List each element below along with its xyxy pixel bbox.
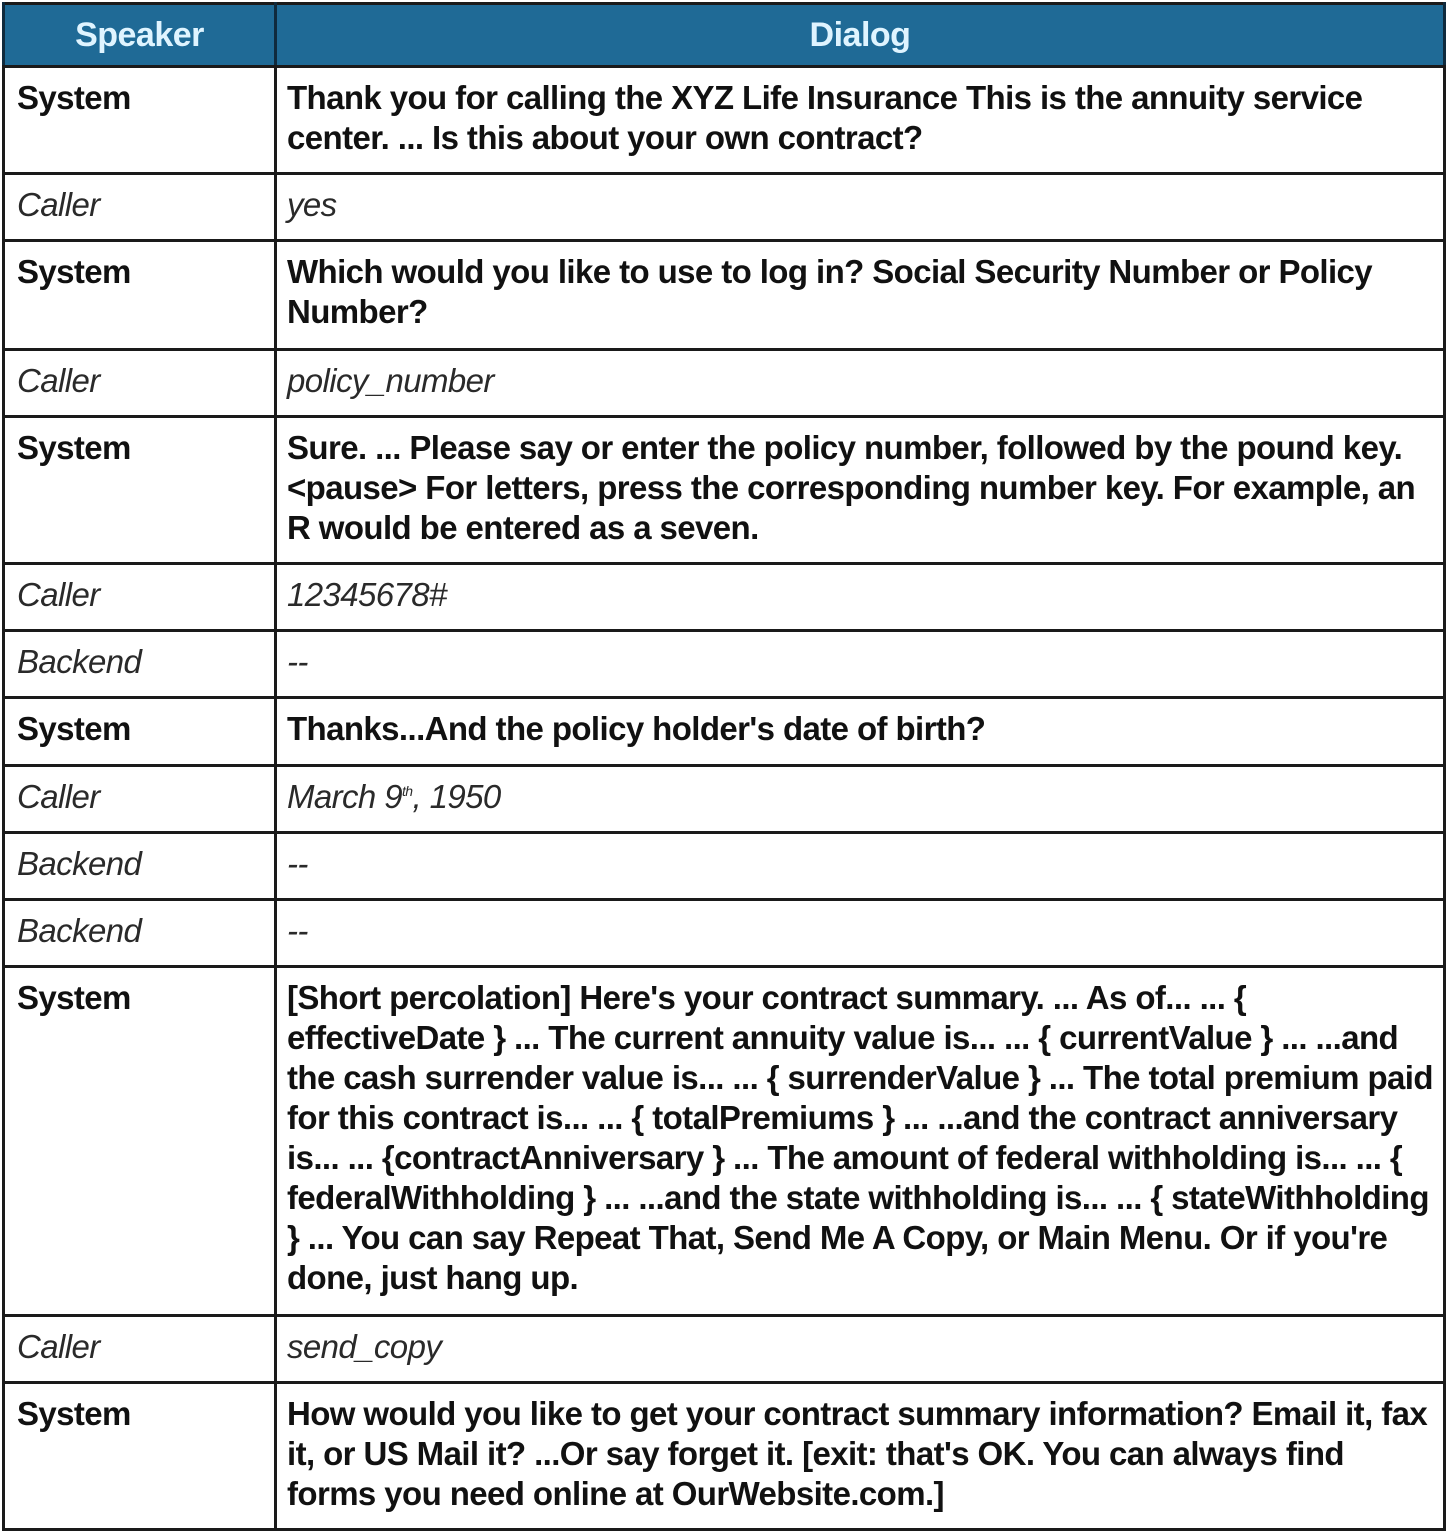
dialog-cell: [Short percolation] Here's your contract summary. ... As of... ... { effectiveDate } ... The current annuity value is... ... { currentValue } ... ...and the cash surrender value is... ... { surrenderValue } ... The total premium paid for this contract is... ... { totalPremiums } ... ...and the contract anniversary is... ... {contractAnniversary } ... The amount of federal withholding is... ... { federalWithholding } ... ...and the state withholding is... ... { stateWithholding } ... You can say Repeat That, Send Me A Copy, or Main Menu. Or if you're done, just hang up. [276, 967, 1445, 1316]
table-row [4, 67, 1445, 174]
dialog-cell: Thanks...And the policy holder's date of birth? [276, 698, 1445, 766]
speaker-cell: Caller [4, 564, 276, 631]
dialog-cell: yes [276, 174, 1445, 241]
table-row [4, 766, 1445, 833]
dialog-script-table [2, 2, 1446, 1531]
table-row [4, 1383, 1445, 1530]
dialog-column-header: Dialog [276, 4, 1445, 67]
speaker-cell: System [4, 1383, 276, 1530]
speaker-cell: Caller [4, 174, 276, 241]
dialog-cell: policy_number [276, 350, 1445, 417]
table-row [4, 833, 1445, 900]
dialog-cell: Which would you like to use to log in? Social Security Number or Policy Number? [276, 241, 1445, 350]
date-text: March 9 [287, 778, 403, 815]
speaker-cell: System [4, 417, 276, 564]
speaker-cell: Caller [4, 1316, 276, 1383]
table-row [4, 967, 1445, 1316]
table-row [4, 417, 1445, 564]
ordinal-suffix: th [402, 783, 413, 799]
speaker-column-header: Speaker [4, 4, 276, 67]
dialog-cell: -- [276, 833, 1445, 900]
table-row [4, 900, 1445, 967]
table-row [4, 241, 1445, 350]
table-body [4, 67, 1445, 1530]
table-row [4, 174, 1445, 241]
table-header [4, 4, 1445, 67]
speaker-cell: System [4, 241, 276, 350]
dialog-cell: How would you like to get your contract summary information? Email it, fax it, or US Mail it? ...Or say forget it. [exit: that's OK. You can always find forms you need online at OurWebsite.com.] [276, 1383, 1445, 1530]
year-text: , 1950 [412, 778, 501, 815]
speaker-cell: Backend [4, 833, 276, 900]
table-row [4, 698, 1445, 766]
speaker-cell: Backend [4, 631, 276, 698]
table-row [4, 1316, 1445, 1383]
dialog-cell: send_copy [276, 1316, 1445, 1383]
dialog-cell: -- [276, 631, 1445, 698]
speaker-cell: System [4, 698, 276, 766]
table-row [4, 350, 1445, 417]
header-row [4, 4, 1445, 67]
dialog-cell: -- [276, 900, 1445, 967]
speaker-cell: System [4, 967, 276, 1316]
dialog-cell [276, 766, 1445, 833]
speaker-cell: Backend [4, 900, 276, 967]
speaker-cell: System [4, 67, 276, 174]
table-row [4, 631, 1445, 698]
table-row [4, 564, 1445, 631]
speaker-cell: Caller [4, 766, 276, 833]
dialog-cell: Sure. ... Please say or enter the policy number, followed by the pound key. <pause> For letters, press the corresponding number key. For example, an R would be entered as a seven. [276, 417, 1445, 564]
dialog-cell: 12345678# [276, 564, 1445, 631]
speaker-cell: Caller [4, 350, 276, 417]
dialog-cell: Thank you for calling the XYZ Life Insurance This is the annuity service center. ... Is this about your own contract? [276, 67, 1445, 174]
